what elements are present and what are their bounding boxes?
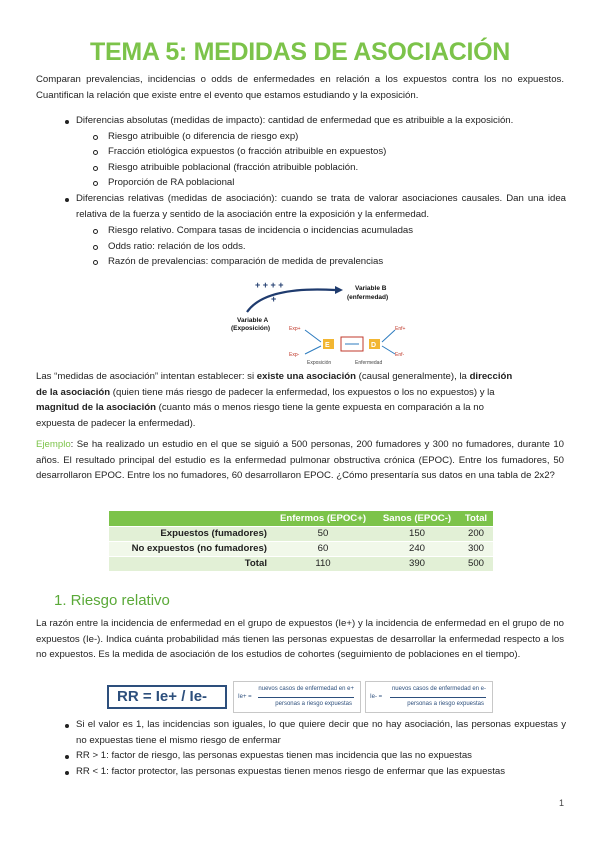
formula-ie-pos: nuevos casos de enfermedad en e+ Ie+ = personas a riesgo expuestas: [233, 681, 361, 713]
bullet-dot: [65, 755, 69, 759]
arrow-head: [335, 286, 343, 294]
exposicion-label: Exposición: [307, 360, 332, 366]
sub-item: Proporción de RA poblacional: [108, 177, 235, 188]
table-row: Total 110 390 500: [109, 556, 493, 571]
exp-pos-label: Exp+: [289, 326, 301, 332]
table-row: No expuestos (no fumadores) 60 240 300: [109, 541, 493, 556]
bullet-dot: [65, 724, 69, 728]
sub-item: Razón de prevalencias: comparación de medida de prevalencias: [108, 256, 384, 267]
sub-item: Riesgo atribuible poblacional (fracción atribuible población.: [108, 162, 359, 173]
data-table-2x2: [109, 511, 493, 572]
enf-neg-label: Enf-: [395, 352, 405, 358]
section1-paragraph: La razón entre la incidencia de enfermedad en el grupo de expuestos (Ie+) y la incidencia de enfermedad en el grupo de no expuestos (Ie-). Indica cuánta probabilidad más tienen las personas expuestas de desarrollar la enfermedad respecto a los no expuestos. Es la medida de asociación de los estudios de cohortes (seguimiento de poblaciones en el tiempo).: [36, 618, 564, 660]
ejemplo-label: Ejemplo: [36, 439, 71, 450]
sub-bullet: [93, 245, 98, 250]
enfermedad-label: Enfermedad: [355, 360, 383, 366]
var-b-sub: (enfermedad): [347, 294, 389, 301]
plus-signs: + + + +: [255, 280, 284, 290]
ejemplo-paragraph: Ejemplo: Se ha realizado un estudio en el que se siguió a 500 personas, 200 fumadores y 300 no fumadores, durante 10 años. El resultado principal del estudio es la enfermedad pulmonar obstructiva crónica (EPOC). Entre los fumadores, 50 desarrollaron EPOC. Entre los no fumadores, 60 desarrollaron EPOC. ¿Cómo presentaría sus datos en una tabla de 2x2?: [36, 439, 564, 481]
asociacion-paragraph: Las “medidas de asociación” intentan establecer: si existe una asociación (causal generalmente), la dirección de la asociación (quien tiene más riesgo de padecer la enfermedad, los expuestos o los no expuestos) y la magnitud de la asociación (cuanto más o menos riesgo tiene la gente expuesta en comparación a la no expuesta de padecer la enfermedad).: [36, 371, 513, 429]
association-diagram: [225, 272, 425, 368]
table-header-row: Enfermos (EPOC+) Sanos (EPOC-) Total: [109, 511, 493, 526]
sub-item: Riesgo relativo. Compara tasas de incidencia o incidencias acumuladas: [108, 225, 414, 236]
sub-bullet: [93, 229, 98, 234]
plus-single: +: [271, 294, 277, 304]
page-number: 1: [558, 798, 564, 808]
table-row: Expuestos (fumadores) 50 150 200: [109, 526, 493, 541]
var-a-sub: (Exposición): [231, 325, 271, 332]
rr-bullet: Si el valor es 1, las incidencias son iguales, lo que quiere decir que no hay asociación, las personas expuestas y no expuestas tiene el mismo riesgo de enfermar: [76, 719, 566, 746]
association-arrow: [247, 289, 335, 312]
rr-bullet: RR > 1: factor de riesgo, las personas expuestas tienen mas incidencia que las no expuestas: [76, 750, 472, 761]
bullet-dot: [65, 198, 69, 202]
formula-ie-neg: nuevos casos de enfermedad en e- Ie- = personas a riesgo expuestas: [365, 681, 493, 713]
sub-item: Riesgo atribuible (o diferencia de riesgo exp): [108, 131, 299, 142]
sub-bullet: [93, 260, 98, 265]
exp-neg-label: Exp-: [289, 352, 300, 358]
bullet-dot: [65, 771, 69, 775]
var-a-label: Variable A: [237, 317, 269, 324]
bullet-absolutas: Diferencias absolutas (medidas de impacto): cantidad de enfermedad que es atribuible a la exposición.: [76, 115, 514, 126]
intro-paragraph: Comparan prevalencias, incidencias o odds de enfermedades en relación a los expuestos contra los no expuestos. Cuantifican la relación que existe entre el evento que estamos estudiando y la exposición.: [36, 74, 564, 101]
box-d: D: [371, 342, 377, 349]
bullet-relativas: Diferencias relativas (medidas de asociación): cuando se trata de valorar asociaciones causales. Dan una idea relativa de la fuerza y sentido de la asociación entre la exposición y la enfermedad.: [76, 193, 566, 220]
rr-bullet: RR < 1: factor protector, las personas expuestas tienen menos riesgo de enfermar que las expuestas: [76, 766, 506, 777]
sub-bullet: [93, 166, 98, 171]
bullet-dot: [65, 120, 69, 124]
sub-bullet: [93, 181, 98, 186]
sub-item: Fracción etiológica expuestos (o fracción atribuible en expuestos): [108, 146, 387, 157]
rr-formula: RR = Ie+ / Ie-: [107, 685, 227, 709]
section-heading: 1. Riesgo relativo: [54, 592, 170, 609]
var-b-label: Variable B: [355, 285, 387, 292]
sub-bullet: [93, 135, 98, 140]
box-e: E: [325, 342, 330, 349]
page-title: TEMA 5: MEDIDAS DE ASOCIACIÓN: [89, 38, 511, 66]
sub-item: Odds ratio: relación de los odds.: [108, 241, 246, 252]
enf-pos-label: Enf+: [395, 326, 406, 332]
sub-bullet: [93, 150, 98, 155]
